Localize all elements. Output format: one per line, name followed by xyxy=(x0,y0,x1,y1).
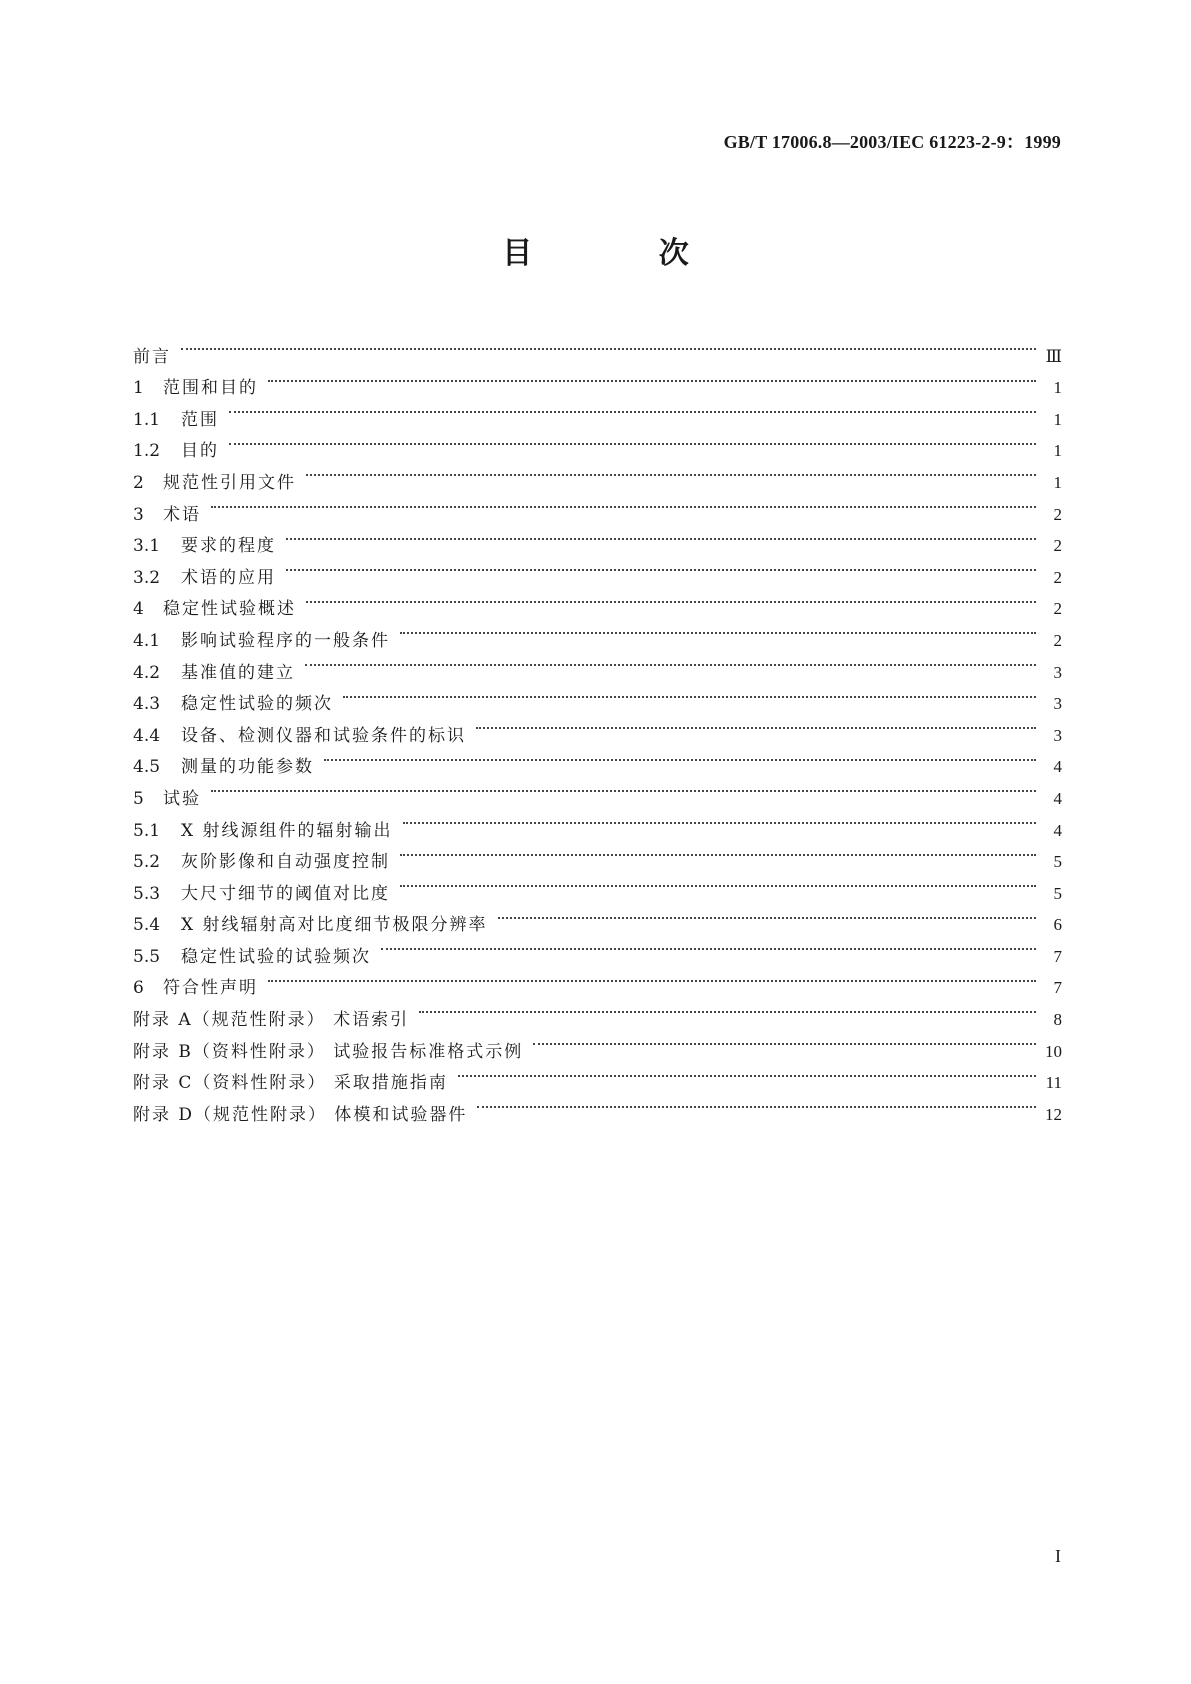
toc-entry-label: 设备、检测仪器和试验条件的标识 xyxy=(181,725,466,746)
toc-entry-label: 测量的功能参数 xyxy=(181,757,314,778)
toc-entry-label: 灰阶影像和自动强度控制 xyxy=(181,852,390,873)
toc-entry-label: 术语 xyxy=(163,504,201,525)
page-title: 目 次 xyxy=(502,236,747,271)
toc-entry-label: 范围 xyxy=(181,409,219,430)
toc-entry-number: 3.1 xyxy=(133,536,161,557)
toc-dot-leader xyxy=(282,551,1042,583)
toc-entry-label: 试验 xyxy=(163,788,201,809)
toc-entry-page: 4 xyxy=(1053,757,1062,777)
toc-entry-page: 4 xyxy=(1053,788,1062,808)
toc-dot-leader xyxy=(207,488,1042,520)
toc-dot-leader xyxy=(302,583,1042,615)
toc-entry[interactable] xyxy=(133,393,1062,430)
toc-entry-number: 5.3 xyxy=(133,883,161,904)
toc-dot-leader xyxy=(282,520,1042,552)
table-of-contents xyxy=(133,330,1062,1125)
toc-entry[interactable] xyxy=(133,488,1062,525)
toc-dot-leader xyxy=(472,709,1042,741)
toc-dot-leader xyxy=(396,836,1042,868)
toc-entry-label: X 射线辐射高对比度细节极限分辨率 xyxy=(181,915,488,936)
toc-entry-label: 大尺寸细节的阈值对比度 xyxy=(181,883,390,904)
toc-dot-leader xyxy=(264,362,1042,394)
toc-entry-number: 4 xyxy=(133,599,144,620)
toc-entry-page: 2 xyxy=(1053,630,1062,650)
toc-dot-leader xyxy=(396,614,1042,646)
toc-entry-label: 规范性引用文件 xyxy=(163,472,296,493)
toc-entry-label: 附录 C（资料性附录） 采取措施指南 xyxy=(133,1073,448,1094)
toc-entry-label: 前言 xyxy=(133,346,171,367)
toc-dot-leader xyxy=(320,741,1042,773)
toc-entry-label: 要求的程度 xyxy=(181,536,276,557)
toc-entry-number: 4.5 xyxy=(133,757,161,778)
toc-entry-page: 2 xyxy=(1053,599,1062,619)
toc-dot-leader xyxy=(377,930,1042,962)
toc-entry-page: 8 xyxy=(1053,1010,1062,1030)
toc-entry-label: 影响试验程序的一般条件 xyxy=(181,630,390,651)
toc-entry[interactable] xyxy=(133,804,1062,841)
toc-entry-label: 稳定性试验的试验频次 xyxy=(181,946,371,967)
toc-dot-leader xyxy=(339,678,1042,710)
page-number: I xyxy=(1055,1546,1061,1566)
toc-dot-leader xyxy=(415,993,1042,1025)
toc-entry-number: 2 xyxy=(133,472,144,493)
toc-entry-number: 5.2 xyxy=(133,852,161,873)
toc-entry-number: 4.2 xyxy=(133,662,161,683)
toc-dot-leader xyxy=(494,899,1042,931)
toc-dot-leader xyxy=(225,393,1042,425)
toc-entry-label: 术语的应用 xyxy=(181,567,276,588)
toc-entry-label: 基准值的建立 xyxy=(181,662,295,683)
toc-entry-label: 符合性声明 xyxy=(163,978,258,999)
toc-dot-leader xyxy=(396,867,1042,899)
toc-dot-leader xyxy=(529,1025,1042,1057)
toc-entry-number: 3 xyxy=(133,504,144,525)
toc-dot-leader xyxy=(177,330,1042,362)
toc-entry-number: 4.3 xyxy=(133,694,161,715)
toc-entry[interactable] xyxy=(133,456,1062,493)
toc-entry-page: 10 xyxy=(1045,1041,1062,1061)
toc-entry-page: 6 xyxy=(1053,915,1062,935)
toc-entry-number: 1.2 xyxy=(133,441,161,462)
toc-dot-leader xyxy=(473,1088,1042,1120)
toc-entry-number: 5.4 xyxy=(133,915,161,936)
toc-entry-page: 5 xyxy=(1053,852,1062,872)
toc-entry[interactable] xyxy=(133,772,1062,809)
toc-entry-number: 6 xyxy=(133,978,144,999)
toc-dot-leader xyxy=(301,646,1042,678)
toc-entry-page: 1 xyxy=(1053,472,1062,492)
toc-entry-label: 稳定性试验概述 xyxy=(163,599,296,620)
toc-entry-page: 2 xyxy=(1053,567,1062,587)
toc-dot-leader xyxy=(207,772,1042,804)
toc-entry[interactable] xyxy=(133,362,1062,399)
toc-entry-label: 附录 D（规范性附录） 体模和试验器件 xyxy=(133,1104,468,1125)
standard-number: GB/T 17006.8—2003/IEC 61223-2-9：1999 xyxy=(723,132,1061,152)
toc-entry-number: 5 xyxy=(133,788,144,809)
toc-entry-label: 稳定性试验的频次 xyxy=(181,694,333,715)
toc-dot-leader xyxy=(264,962,1042,994)
toc-entry[interactable] xyxy=(133,993,1062,1031)
toc-dot-leader xyxy=(225,425,1042,457)
toc-entry-page: Ⅲ xyxy=(1045,346,1062,366)
toc-dot-leader xyxy=(454,1057,1042,1089)
toc-entry-page: 3 xyxy=(1053,725,1062,745)
toc-entry-page: 1 xyxy=(1053,409,1062,429)
toc-entry-number: 5.5 xyxy=(133,946,161,967)
toc-entry-number: 4.1 xyxy=(133,630,161,651)
toc-entry[interactable] xyxy=(133,962,1062,999)
toc-entry-page: 3 xyxy=(1053,662,1062,682)
toc-entry-page: 7 xyxy=(1053,978,1062,998)
toc-dot-leader xyxy=(302,456,1042,488)
toc-entry-number: 5.1 xyxy=(133,820,161,841)
toc-entry-label: 附录 A（规范性附录） 术语索引 xyxy=(133,1010,410,1031)
toc-entry-label: 范围和目的 xyxy=(163,378,258,399)
toc-entry[interactable] xyxy=(133,425,1062,462)
toc-entry[interactable] xyxy=(133,330,1062,367)
toc-entry-page: 3 xyxy=(1053,694,1062,714)
toc-entry-number: 4.4 xyxy=(133,725,161,746)
toc-entry-number: 1.1 xyxy=(133,409,161,430)
toc-entry-page: 2 xyxy=(1053,504,1062,524)
toc-entry-label: 附录 B（资料性附录） 试验报告标准格式示例 xyxy=(133,1041,524,1062)
toc-entry[interactable] xyxy=(133,520,1062,557)
toc-entry-page: 12 xyxy=(1045,1104,1062,1124)
toc-entry-page: 4 xyxy=(1053,820,1062,840)
toc-entry-page: 11 xyxy=(1045,1073,1062,1093)
toc-entry-page: 1 xyxy=(1053,441,1062,461)
toc-entry-label: 目的 xyxy=(181,441,219,462)
toc-entry-number: 1 xyxy=(133,378,144,399)
toc-dot-leader xyxy=(399,804,1042,836)
toc-entry-label: X 射线源组件的辐射输出 xyxy=(181,820,393,841)
toc-entry-page: 2 xyxy=(1053,536,1062,556)
toc-entry-number: 3.2 xyxy=(133,567,161,588)
toc-entry-page: 5 xyxy=(1053,883,1062,903)
toc-entry-page: 7 xyxy=(1053,946,1062,966)
toc-entry-page: 1 xyxy=(1053,378,1062,398)
